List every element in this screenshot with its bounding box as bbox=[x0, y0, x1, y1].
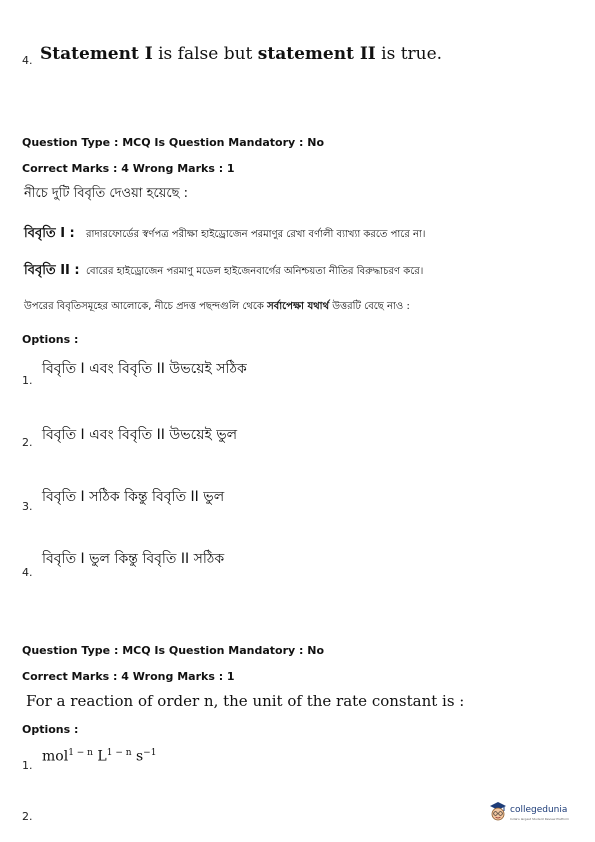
instruction-part: উপরের বিবৃতিসমূহের আলোকে, নীচে প্রদত্ত পছন্দগুলি থেকে bbox=[24, 301, 268, 312]
instruction-emphasis: সর্বাপেক্ষা যথার্থ bbox=[267, 301, 330, 312]
marks-meta: Correct Marks : 4 Wrong Marks : 1 bbox=[22, 670, 235, 683]
formula-unit: s bbox=[131, 748, 144, 765]
question-text: For a reaction of order n, the unit of the rate constant is : bbox=[26, 692, 465, 710]
formula-exponent: −1 bbox=[143, 748, 157, 758]
logo-name: collegedunia bbox=[510, 805, 568, 815]
option-number: 2. bbox=[22, 810, 33, 823]
formula-unit: L bbox=[92, 748, 107, 765]
statement-2-text: বোরের হাইড্রোজেন পরমাণু মডেল হাইজেনবার্গের অনিশ্চয়তা নীতির বিরুদ্ধাচরণ করে। bbox=[86, 266, 424, 277]
option-number: 1. bbox=[22, 759, 33, 772]
option-2-text[interactable]: বিবৃতি I এবং বিবৃতি II উভয়েই ভুল bbox=[42, 427, 238, 443]
option-3-text[interactable]: বিবৃতি I সঠিক কিন্তু বিবৃতি II ভুল bbox=[42, 489, 225, 505]
statement-1-label: বিবৃতি I : bbox=[24, 226, 75, 241]
statement-2-label: বিবৃতি II : bbox=[24, 263, 80, 278]
instruction-text bbox=[24, 299, 410, 316]
option-number: 3. bbox=[22, 500, 33, 513]
formula-exponent: 1 − n bbox=[106, 748, 132, 758]
question-type-meta: Question Type : MCQ Is Question Mandatory : No bbox=[22, 644, 325, 657]
statement-1-text: রাদারফোর্ডের স্বর্ণপত্র পরীক্ষা হাইড্রোজেন পরমাণুর রেখা বর্ণালী ব্যাখ্যা করতে পারে না। bbox=[86, 229, 426, 240]
option-4-text[interactable]: বিবৃতি I ভুল কিন্তু বিবৃতি II সঠিক bbox=[42, 551, 225, 567]
options-label: Options : bbox=[22, 723, 79, 736]
instruction-part: উত্তরটি বেছে নাও : bbox=[329, 301, 410, 312]
options-label: Options : bbox=[22, 333, 79, 346]
formula-unit: mol bbox=[42, 748, 69, 765]
option-text-part: is false but bbox=[152, 44, 258, 64]
question-intro: নীচে দুটি বিবৃতি দেওয়া হয়েছে : bbox=[24, 186, 188, 201]
option-number: 4. bbox=[22, 54, 33, 67]
collegedunia-logo bbox=[488, 801, 592, 827]
option-1-formula[interactable] bbox=[42, 748, 156, 765]
statement-two-ref: statement II bbox=[257, 44, 376, 64]
marks-meta: Correct Marks : 4 Wrong Marks : 1 bbox=[22, 162, 235, 175]
option-text-part: is true. bbox=[375, 44, 443, 64]
formula-exponent: 1 − n bbox=[68, 748, 93, 758]
question-type-meta: Question Type : MCQ Is Question Mandatory : No bbox=[22, 136, 325, 149]
logo-tagline: India's largest Student Review Platform bbox=[510, 817, 570, 821]
option-number: 2. bbox=[22, 436, 33, 449]
option-number: 1. bbox=[22, 374, 33, 387]
option-1-text[interactable]: বিবৃতি I এবং বিবৃতি II উভয়েই সঠিক bbox=[42, 361, 247, 377]
option-text bbox=[40, 44, 442, 64]
mascot-icon bbox=[488, 801, 508, 823]
option-number: 4. bbox=[22, 566, 33, 579]
statement-one-ref: Statement I bbox=[40, 44, 153, 64]
